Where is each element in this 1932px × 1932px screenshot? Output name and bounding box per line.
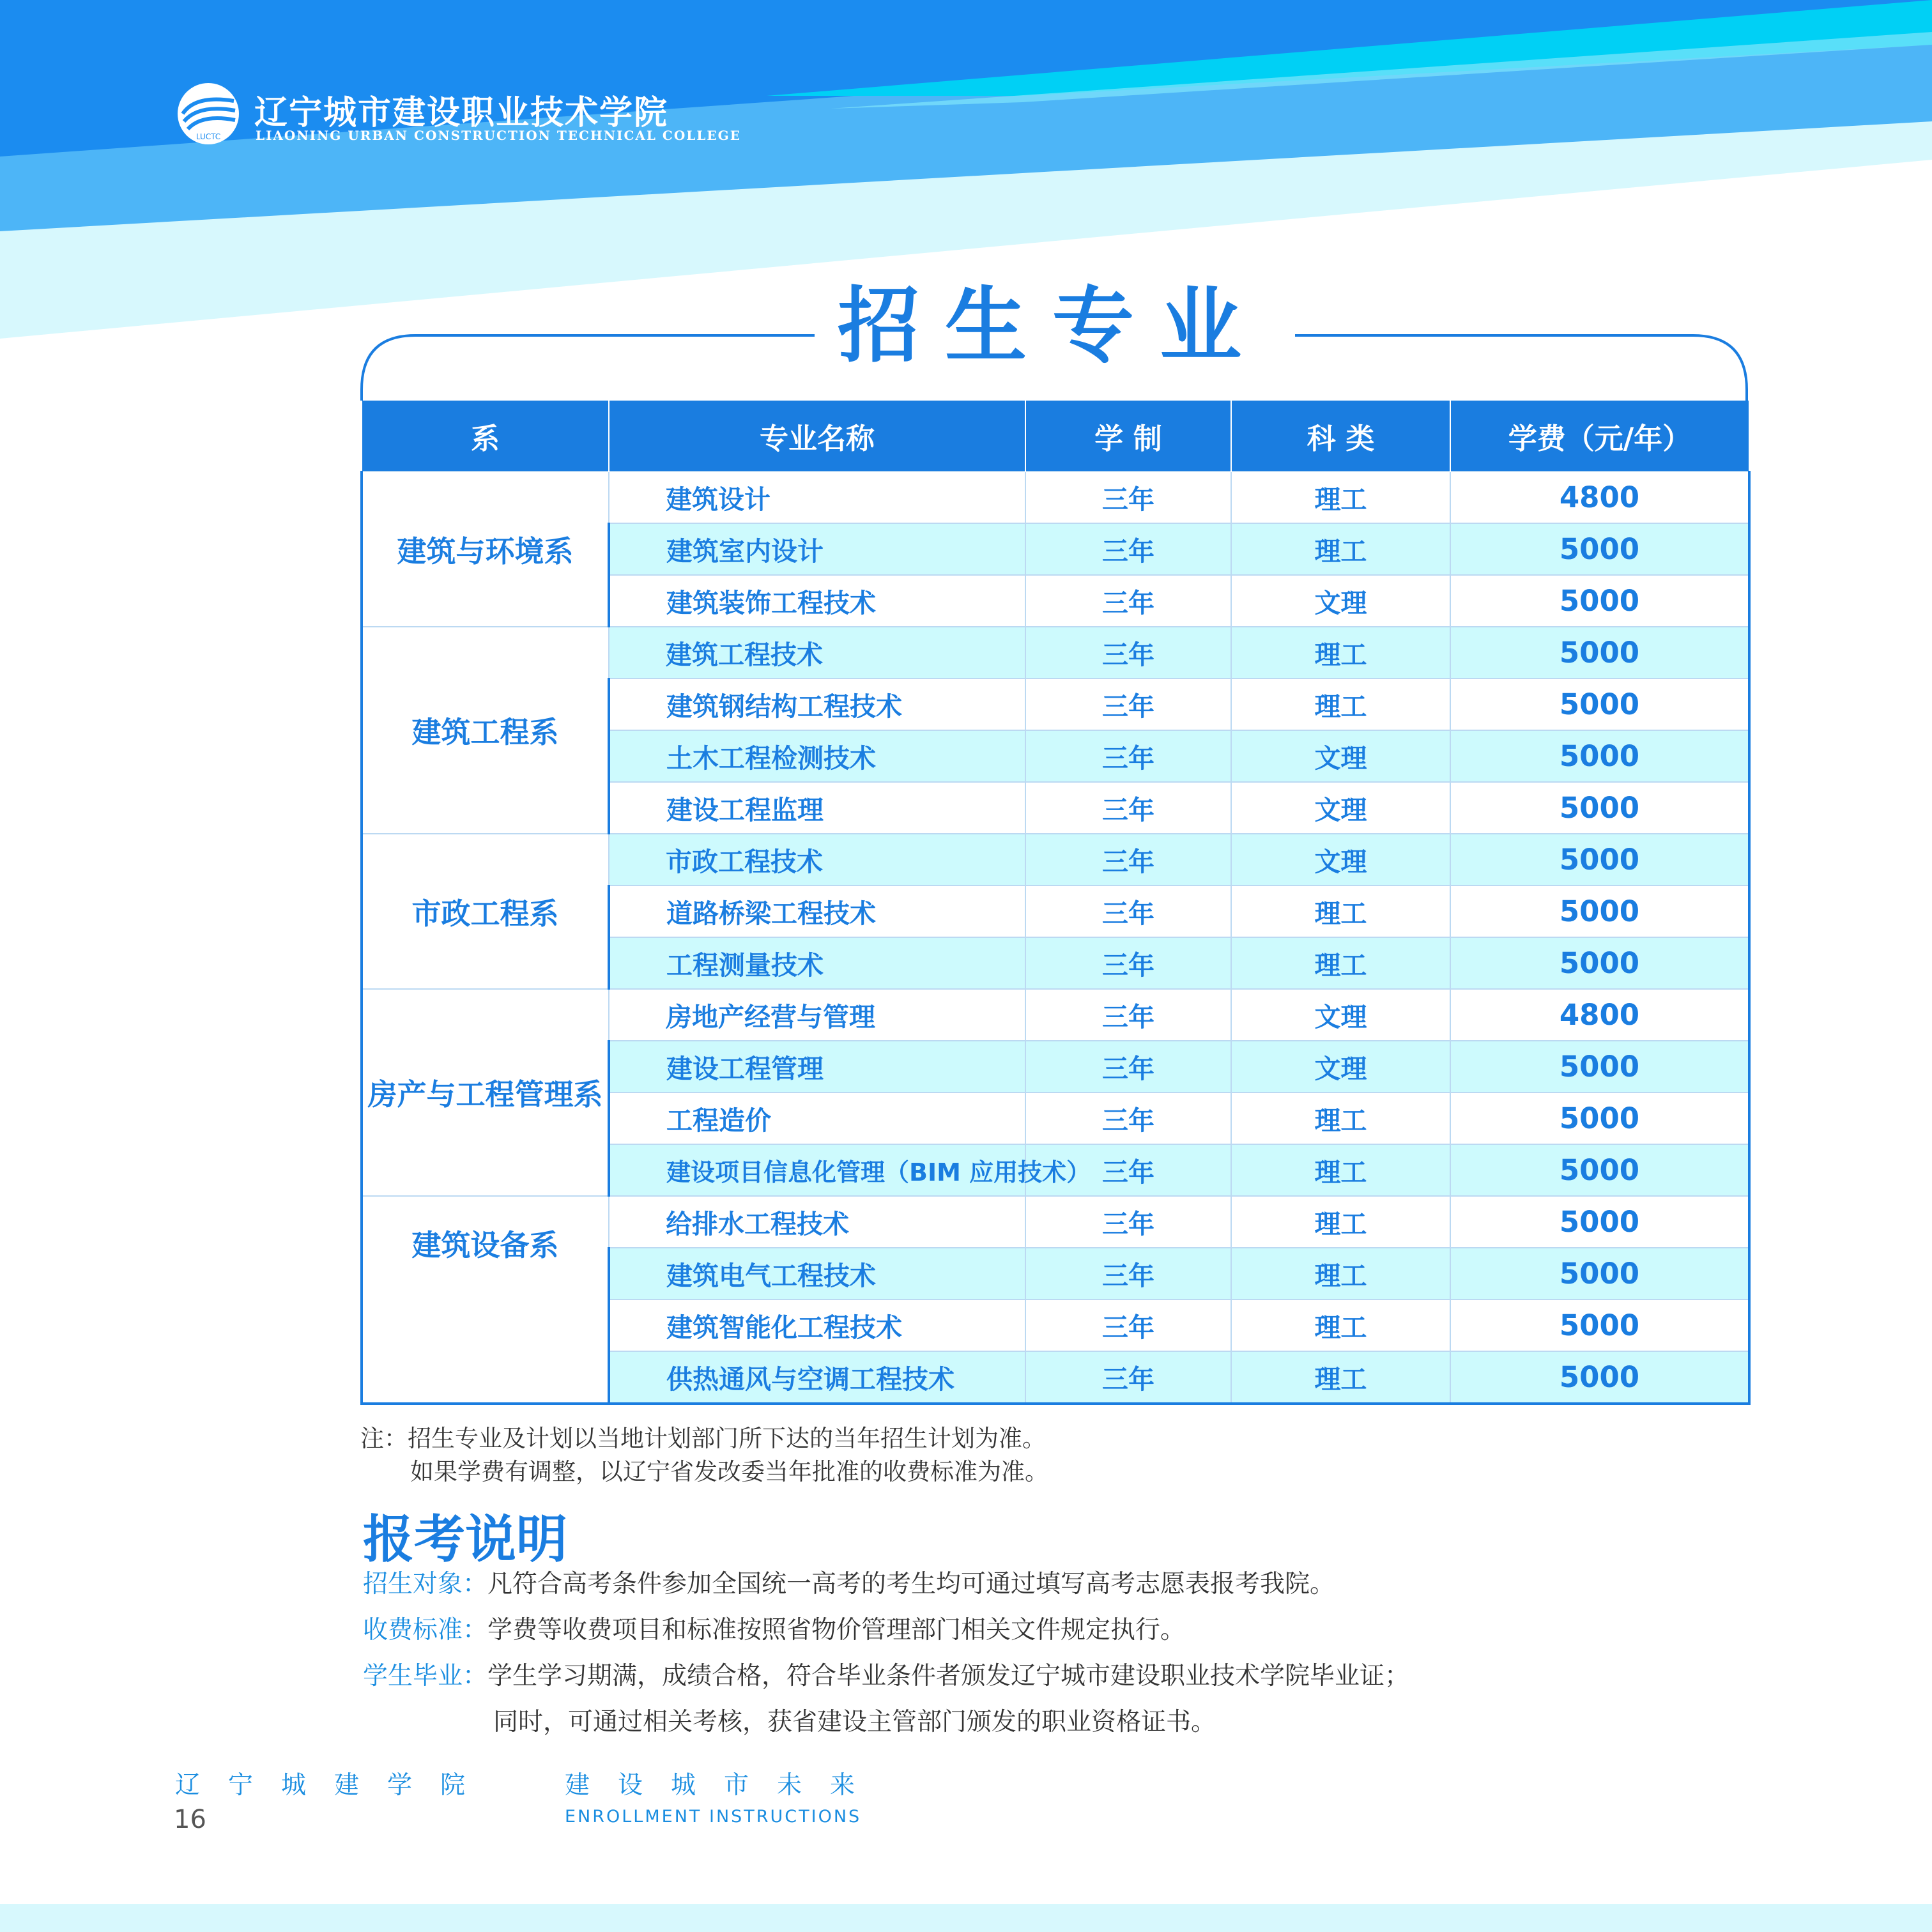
- fee-cell: 5000: [1450, 678, 1749, 730]
- fee-cell: 5000: [1450, 782, 1749, 834]
- major-cell: 建筑工程技术: [609, 627, 1025, 678]
- guide-item-text: 凡符合高考条件参加全国统一高考的考生均可通过填写高考志愿表报考我院。: [487, 1570, 1335, 1598]
- duration-cell: 三年: [1025, 782, 1231, 834]
- major-cell: 建设项目信息化管理（BIM 应用技术）: [609, 1144, 1025, 1196]
- major-cell: 建筑智能化工程技术: [609, 1300, 1025, 1351]
- header-duration: 学 制: [1025, 401, 1231, 471]
- major-cell: 建设工程监理: [609, 782, 1025, 834]
- fee-cell: 5000: [1450, 523, 1749, 575]
- college-emblem-icon: [176, 82, 240, 146]
- note-line-1: 注：招生专业及计划以当地计划部门所下达的当年招生计划为准。: [360, 1425, 1046, 1452]
- department-cell: 市政工程系: [362, 834, 609, 989]
- table-row: [362, 834, 1749, 885]
- major-cell: 工程造价: [609, 1092, 1025, 1144]
- fee-cell: 5000: [1450, 1248, 1749, 1300]
- table-row: [362, 627, 1749, 678]
- duration-cell: 三年: [1025, 1248, 1231, 1300]
- category-cell: 理工: [1231, 1300, 1450, 1351]
- guide-item-continuation: 同时，可通过相关考核，获省建设主管部门颁发的职业资格证书。: [493, 1708, 1216, 1736]
- footer-band: [0, 1904, 1932, 1932]
- duration-cell: 三年: [1025, 1092, 1231, 1144]
- table-frame-top-right: [1295, 335, 1747, 401]
- duration-cell: 三年: [1025, 471, 1231, 523]
- duration-cell: 三年: [1025, 1144, 1231, 1196]
- category-cell: 理工: [1231, 937, 1450, 989]
- major-cell: 给排水工程技术: [609, 1196, 1025, 1248]
- department-cell: 房产与工程管理系: [362, 989, 609, 1196]
- header-department: 系: [362, 401, 609, 471]
- page-title: 招生专业: [837, 279, 1267, 374]
- duration-cell: 三年: [1025, 575, 1231, 627]
- duration-cell: 三年: [1025, 1041, 1231, 1092]
- fee-cell: 5000: [1450, 1300, 1749, 1351]
- department-cell: 建筑与环境系: [362, 471, 609, 627]
- college-logo: [176, 82, 828, 152]
- category-cell: 理工: [1231, 885, 1450, 937]
- header-fee: 学费（元/年）: [1450, 401, 1749, 471]
- fee-cell: 5000: [1450, 834, 1749, 885]
- table-row: [362, 471, 1749, 523]
- college-name-cn: 辽宁城市建设职业技术学院: [254, 94, 669, 132]
- duration-cell: 三年: [1025, 834, 1231, 885]
- major-cell: 建筑装饰工程技术: [609, 575, 1025, 627]
- page-number: 16: [174, 1805, 206, 1834]
- duration-cell: 三年: [1025, 678, 1231, 730]
- guide-item-text: 学生学习期满，成绩合格，符合毕业条件者颁发辽宁城市建设职业技术学院毕业证；: [487, 1662, 1410, 1690]
- department-cell: 建筑设备系: [362, 1196, 609, 1404]
- duration-cell: 三年: [1025, 937, 1231, 989]
- category-cell: 理工: [1231, 1144, 1450, 1196]
- major-cell: 建筑室内设计: [609, 523, 1025, 575]
- duration-cell: 三年: [1025, 1300, 1231, 1351]
- fee-cell: 5000: [1450, 1092, 1749, 1144]
- fee-cell: 5000: [1450, 575, 1749, 627]
- category-cell: 理工: [1231, 523, 1450, 575]
- category-cell: 理工: [1231, 1351, 1450, 1404]
- fee-cell: 5000: [1450, 1144, 1749, 1196]
- duration-cell: 三年: [1025, 523, 1231, 575]
- major-cell: 建设工程管理: [609, 1041, 1025, 1092]
- guide-item-graduation: [363, 1656, 1409, 1692]
- fee-cell: 5000: [1450, 885, 1749, 937]
- footer-slogan-left: 辽宁城建学院: [175, 1771, 494, 1800]
- footer-english: ENROLLMENT INSTRUCTIONS: [565, 1807, 862, 1827]
- major-cell: 建筑钢结构工程技术: [609, 678, 1025, 730]
- major-cell: 建筑设计: [609, 471, 1025, 523]
- header-major: 专业名称: [609, 401, 1025, 471]
- college-name-en: LIAONING URBAN CONSTRUCTION TECHNICAL COLLEGE: [256, 128, 741, 143]
- fee-cell: 5000: [1450, 1196, 1749, 1248]
- major-cell: 工程测量技术: [609, 937, 1025, 989]
- department-cell: 建筑工程系: [362, 627, 609, 834]
- duration-cell: 三年: [1025, 1196, 1231, 1248]
- fee-cell: 5000: [1450, 1351, 1749, 1404]
- footer-slogan-right: 建设城市未来: [565, 1771, 884, 1800]
- duration-cell: 三年: [1025, 627, 1231, 678]
- fee-cell: 5000: [1450, 937, 1749, 989]
- table-row: [362, 989, 1749, 1041]
- table-row: [362, 1196, 1749, 1248]
- duration-cell: 三年: [1025, 730, 1231, 782]
- fee-cell: 5000: [1450, 1041, 1749, 1092]
- major-cell: 供热通风与空调工程技术: [609, 1351, 1025, 1404]
- category-cell: 理工: [1231, 1196, 1450, 1248]
- guide-item-target: [363, 1564, 1335, 1600]
- guide-item-label: 学生毕业：: [363, 1662, 488, 1690]
- fee-cell: 4800: [1450, 989, 1749, 1041]
- duration-cell: 三年: [1025, 885, 1231, 937]
- guide-item-label: 收费标准：: [363, 1616, 488, 1644]
- header-category: 科 类: [1231, 401, 1450, 471]
- fee-cell: 4800: [1450, 471, 1749, 523]
- major-cell: 建筑电气工程技术: [609, 1248, 1025, 1300]
- major-cell: 市政工程技术: [609, 834, 1025, 885]
- note-line-2: 如果学费有调整，以辽宁省发改委当年批准的收费标准为准。: [410, 1458, 1048, 1485]
- guide-item-label: 招生对象：: [363, 1570, 488, 1598]
- category-cell: 理工: [1231, 471, 1450, 523]
- category-cell: 文理: [1231, 730, 1450, 782]
- category-cell: 理工: [1231, 627, 1450, 678]
- category-cell: 理工: [1231, 678, 1450, 730]
- category-cell: 理工: [1231, 1092, 1450, 1144]
- guide-title: 报考说明: [363, 1510, 567, 1569]
- guide-item-fees: [363, 1610, 1185, 1646]
- fee-cell: 5000: [1450, 627, 1749, 678]
- category-cell: 文理: [1231, 782, 1450, 834]
- category-cell: 理工: [1231, 1248, 1450, 1300]
- category-cell: 文理: [1231, 1041, 1450, 1092]
- table-note: [360, 1422, 1048, 1489]
- majors-table: [360, 401, 1751, 1405]
- category-cell: 文理: [1231, 834, 1450, 885]
- table-frame-top: [362, 335, 815, 401]
- category-cell: 文理: [1231, 989, 1450, 1041]
- guide-item-text: 学费等收费项目和标准按照省物价管理部门相关文件规定执行。: [487, 1616, 1186, 1644]
- major-cell: 土木工程检测技术: [609, 730, 1025, 782]
- table-header-row: [362, 401, 1749, 471]
- svg-text:LUCTC: LUCTC: [195, 132, 221, 141]
- duration-cell: 三年: [1025, 989, 1231, 1041]
- major-cell: 房地产经营与管理: [609, 989, 1025, 1041]
- duration-cell: 三年: [1025, 1351, 1231, 1404]
- category-cell: 文理: [1231, 575, 1450, 627]
- fee-cell: 5000: [1450, 730, 1749, 782]
- major-cell: 道路桥梁工程技术: [609, 885, 1025, 937]
